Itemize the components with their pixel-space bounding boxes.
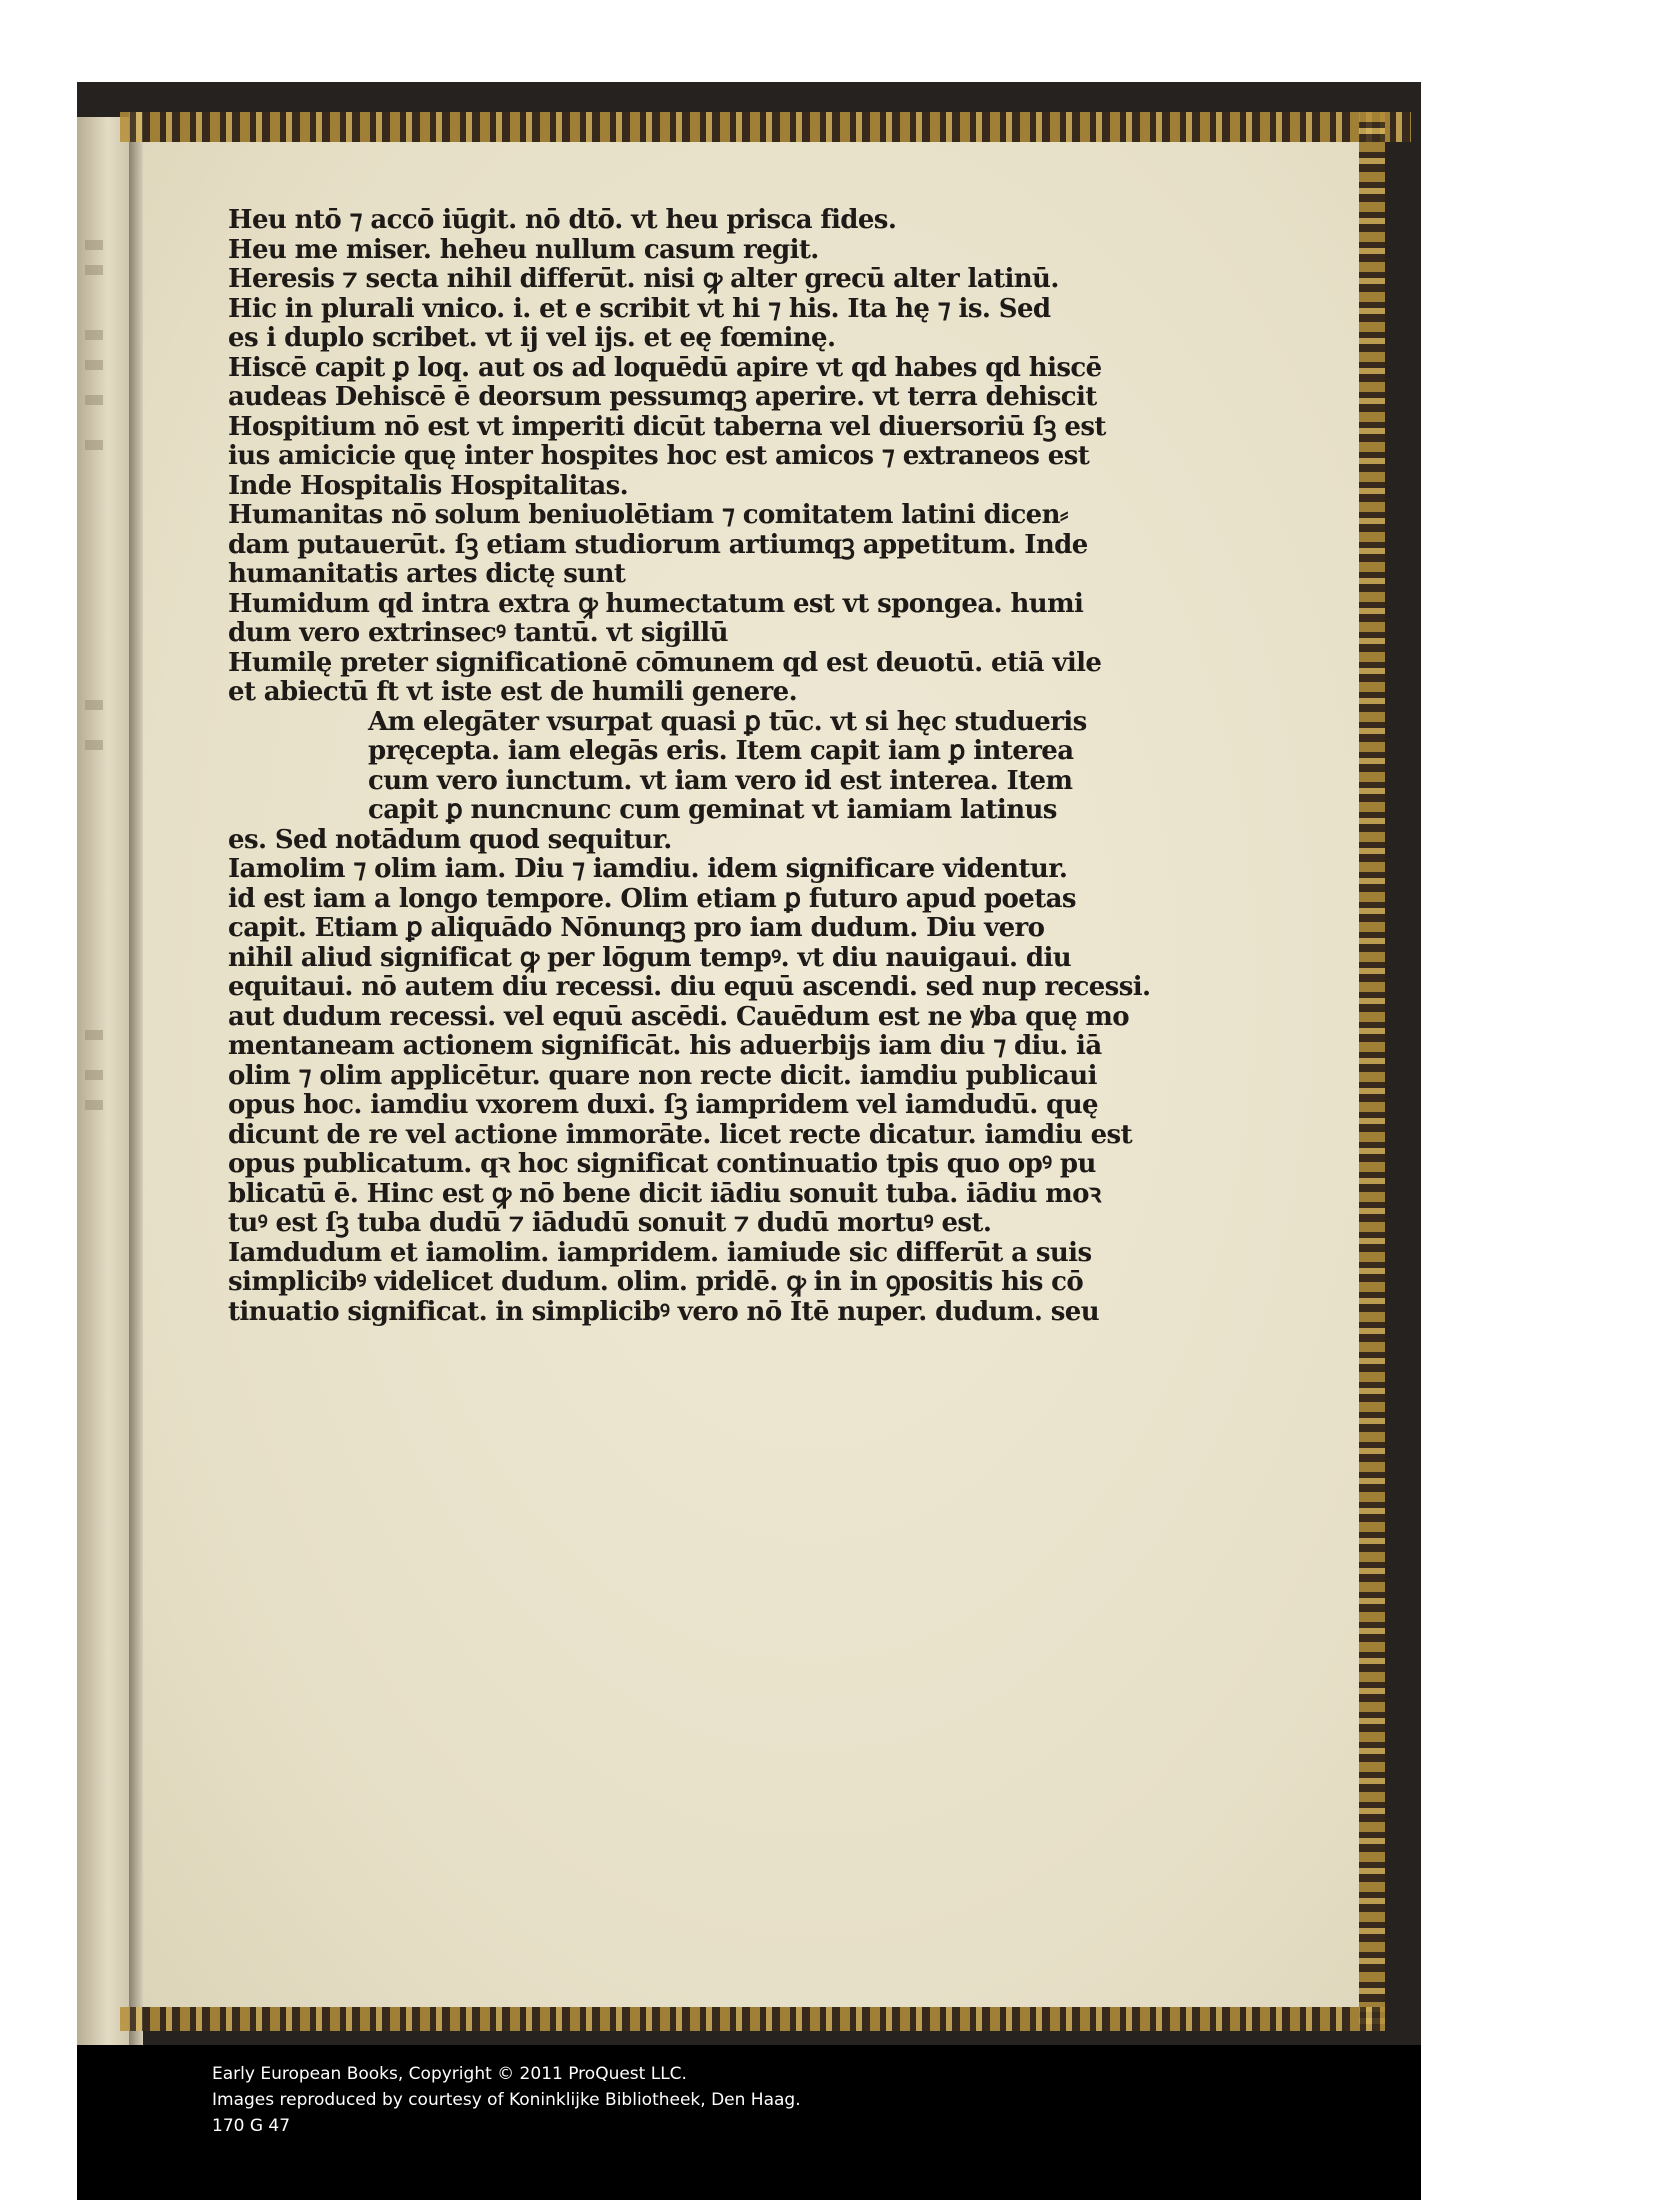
text-line: aut dudum recessi. vel equū ascēdi. Cauēdum est ne ꝟba quę mo <box>228 1001 1130 1032</box>
facing-page-text-fragment <box>85 440 103 450</box>
text-line: Hospitium nō est vt imperiti dicūt taberna vel diuersoriū ſꝫ est <box>228 411 1106 442</box>
facing-page-edge <box>77 117 129 2049</box>
facing-page-text-fragment <box>85 265 103 275</box>
text-line: dum vero extrinsecꝰ tantū. vt sigillū <box>228 618 728 648</box>
text-line: Hiscē capit ꝑ loq. aut os ad loquēdū apire vt qd habes qd hiscē <box>228 352 1102 383</box>
facing-page-text-fragment <box>85 330 103 340</box>
text-line: capit ꝑ nuncnunc cum geminat vt iamiam latinus <box>368 795 1057 825</box>
text-line: Iamolim ⁊ olim iam. Diu ⁊ iamdiu. idem significare videntur. <box>228 854 1068 884</box>
text-line: Humanitas nō solum beniuolētiam ⁊ comitatem latini dicen⸗ <box>228 500 1068 530</box>
text-line: nihil aliud significat ꝙ per lōgum tempꝰ. vt diu nauigaui. diu <box>228 942 1072 973</box>
text-line: capit. Etiam ꝑ aliquādo Nōnunqꝫ pro iam dudum. Diu vero <box>228 913 1045 943</box>
text-line: humanitatis artes dictę sunt <box>228 559 626 589</box>
text-line: Iamdudum et iamolim. iampridem. iamiude sic differūt a suis <box>228 1237 1092 1268</box>
copyright-footer <box>77 2045 1421 2200</box>
facing-page-text-fragment <box>85 740 103 750</box>
text-line: dam putauerūt. ſꝫ etiam studiorum artiumqꝫ appetitum. Inde <box>228 529 1088 560</box>
facing-page-text-fragment <box>85 1100 103 1110</box>
text-line: opus publicatum. qꝛ hoc significat continuatio tpis quo opꝰ pu <box>228 1149 1096 1179</box>
text-line: Heu ntō ⁊ accō iūgit. nō dtō. vt heu prisca fides. <box>228 205 897 235</box>
text-line: dicunt de re vel actione immorāte. licet recte dicatur. iamdiu est <box>228 1119 1133 1150</box>
facing-page-text-fragment <box>85 395 103 405</box>
text-line: id est iam a longo tempore. Olim etiam ꝑ futuro apud poetas <box>228 883 1076 914</box>
text-line: Humilę preter significationē cōmunem qd est deuotū. etiā vile <box>228 647 1102 678</box>
book-gutter <box>129 112 143 2049</box>
text-line: opus hoc. iamdiu vxorem duxi. ſꝫ iampridem vel iamdudū. quę <box>228 1090 1098 1120</box>
text-line: es i duplo scribet. vt ij vel ijs. et eę fœminę. <box>228 323 836 353</box>
text-line: Hic in plurali vnico. i. et e scribit vt hi ⁊ his. Ita hę ⁊ is. Sed <box>228 293 1051 324</box>
text-line: Heresis ⁊ secta nihil differūt. nisi ꝙ alter grecū alter latinū. <box>228 264 1059 294</box>
footer-courtesy: Images reproduced by courtesy of Koninklijke Bibliotheek, Den Haag. <box>212 2090 801 2110</box>
gilt-border-top <box>120 112 1411 142</box>
facing-page-text-fragment <box>85 1070 103 1080</box>
text-line: Am elegāter vsurpat quasi ꝑ tūc. vt si hęc studueris <box>368 706 1087 737</box>
text-line: simplicibꝰ videlicet dudum. olim. pridē. ꝙ in in ꝯpositis his cō <box>228 1267 1084 1297</box>
text-line: es. Sed notādum quod sequitur. <box>228 824 672 855</box>
text-line: cum vero iunctum. vt iam vero id est interea. Item <box>368 765 1073 796</box>
text-line: Heu me miser. heheu nullum casum regit. <box>228 234 819 265</box>
footer-shelfmark: 170 G 47 <box>212 2116 291 2136</box>
text-line: pręcepta. iam elegās eris. Item capit iam ꝑ interea <box>368 736 1074 766</box>
text-line: equitaui. nō autem diu recessi. diu equū ascendi. sed nup recessi. <box>228 972 1151 1002</box>
text-line: ius amicicie quę inter hospites hoc est amicos ⁊ extraneos est <box>228 441 1090 471</box>
text-line: Inde Hospitalis Hospitalitas. <box>228 470 629 501</box>
text-line: et abiectū ft vt iste est de humili genere. <box>228 677 798 707</box>
text-line: olim ⁊ olim applicētur. quare non recte dicit. iamdiu publicaui <box>228 1060 1097 1091</box>
text-line: mentaneam actionem significāt. his aduerbijs iam diu ⁊ diu. iā <box>228 1031 1102 1061</box>
facing-page-text-fragment <box>85 240 103 250</box>
page-text <box>228 205 1151 1327</box>
text-line: audeas Dehiscē ē deorsum pessumqꝫ aperire. vt terra dehiscit <box>228 382 1097 412</box>
facing-page-text-fragment <box>85 360 103 370</box>
facing-page-text-fragment <box>85 1030 103 1040</box>
text-line: tinuatio significat. in simplicibꝰ vero nō Itē nuper. dudum. seu <box>228 1296 1100 1327</box>
text-line: Humidum qd intra extra ꝙ humectatum est vt spongea. humi <box>228 588 1084 619</box>
gilt-border-bottom <box>120 2007 1385 2031</box>
gilt-border-right <box>1359 112 1385 2031</box>
text-line: blicatū ē. Hinc est ꝙ nō bene dicit iādiu sonuit tuba. iādiu moꝛ <box>228 1178 1101 1209</box>
text-line: tuꝰ est ſꝫ tuba dudū ⁊ iādudū sonuit ⁊ dudū mortuꝰ est. <box>228 1208 992 1238</box>
facing-page-text-fragment <box>85 700 103 710</box>
footer-copyright: Early European Books, Copyright © 2011 ProQuest LLC. <box>212 2064 687 2084</box>
